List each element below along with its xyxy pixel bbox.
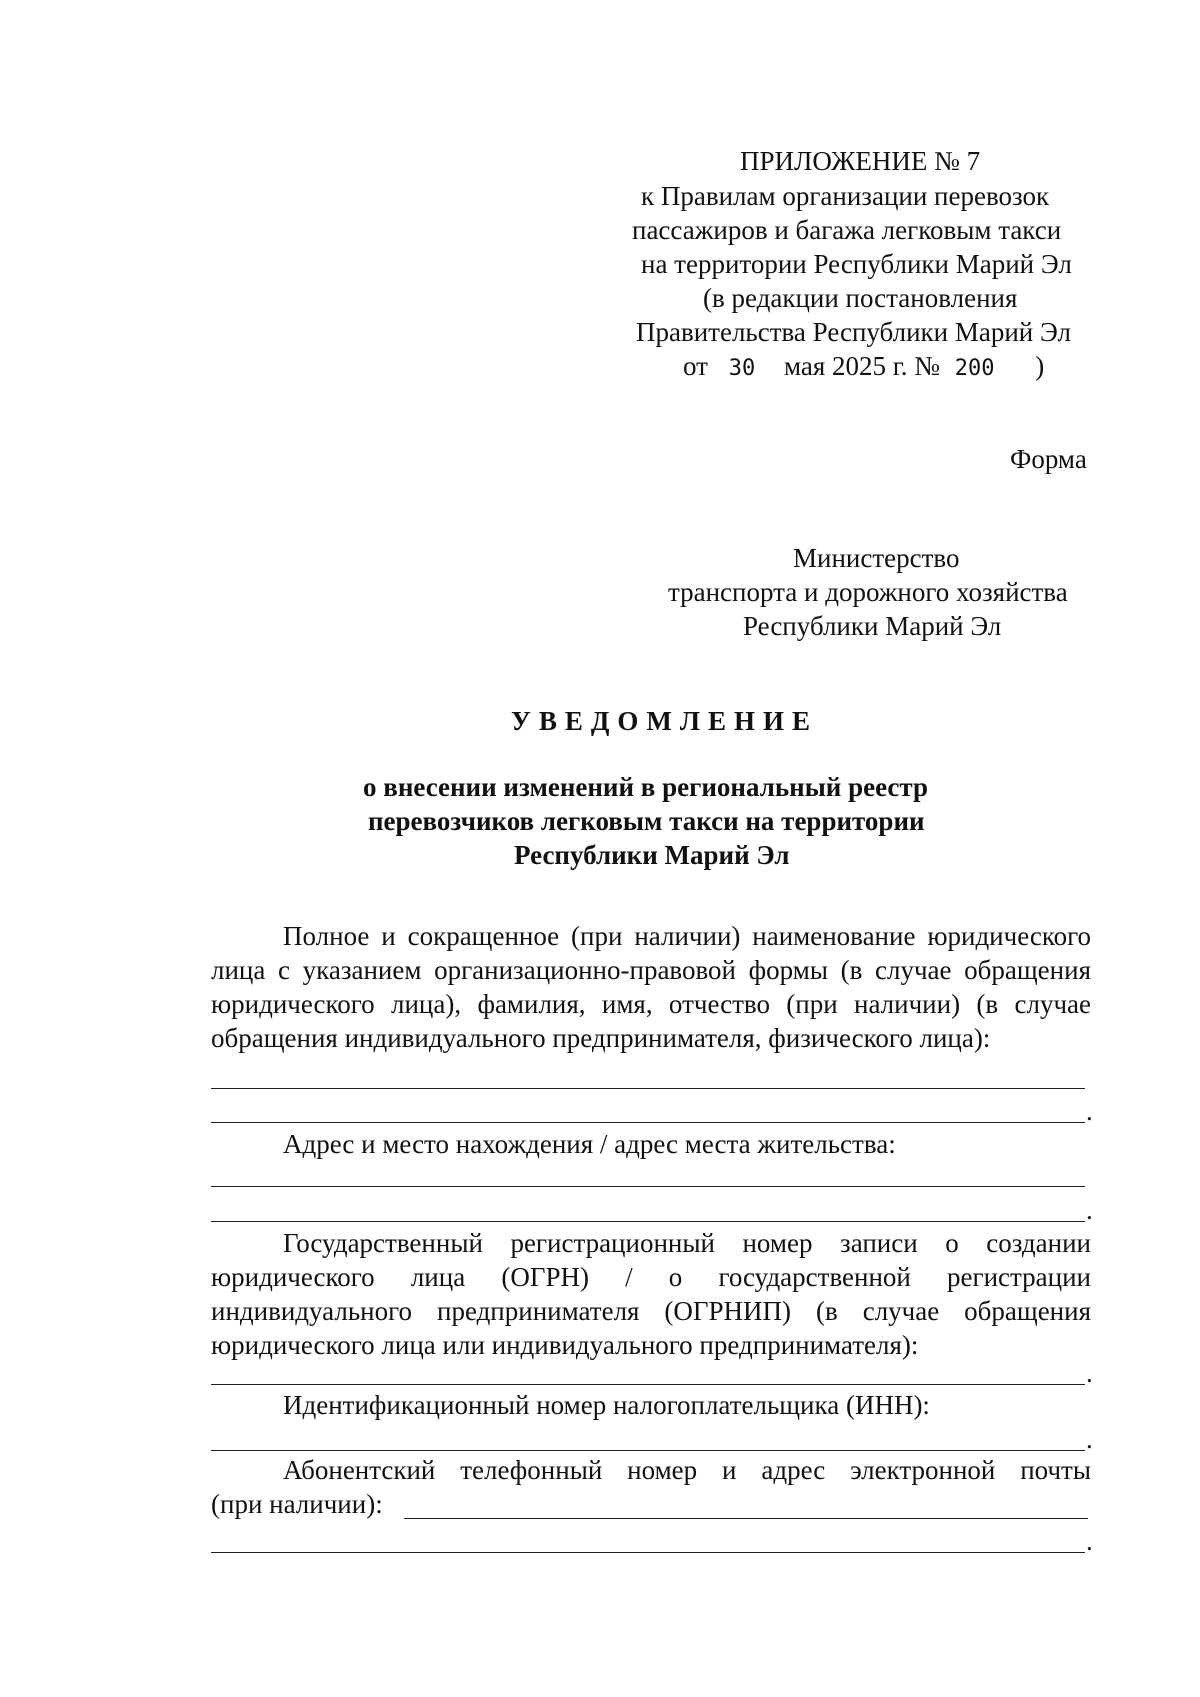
name-blank-line-2 <box>211 1122 1085 1123</box>
appendix-date-line <box>683 353 1044 380</box>
ogrn-blank-line <box>211 1384 1085 1385</box>
appendix-title: ПРИЛОЖЕНИЕ № 7 <box>740 146 981 176</box>
appendix-line-3: на территории Республики Марий Эл <box>641 249 1072 279</box>
appendix-line-1: к Правилам организации перевозок <box>641 181 1050 211</box>
name-blank-line-1 <box>211 1088 1085 1089</box>
name-line-end: . <box>1086 1096 1093 1126</box>
date-number: 200 <box>954 356 995 381</box>
address-line-end: . <box>1086 1195 1093 1225</box>
date-day: 30 <box>728 356 756 381</box>
subtitle-line-3: Республики Марий Эл <box>514 840 790 870</box>
date-prefix: от <box>683 351 708 381</box>
subtitle-line-1: о внесении изменений в региональный реестр <box>363 772 928 802</box>
date-suffix: ) <box>1035 351 1045 381</box>
addressee-line-3: Республики Марий Эл <box>743 611 1002 641</box>
phone-line-1: Абонентский телефонный номер и адрес электронной почты <box>283 1455 1091 1485</box>
inn-blank-line <box>211 1450 1085 1451</box>
ogrn-line-2: юридического лица (ОГРН) / о государственной регистрации <box>211 1262 1091 1292</box>
name-line-4: обращения индивидуального предпринимателя, физического лица): <box>211 1023 991 1053</box>
inn-label: Идентификационный номер налогоплательщика (ИНН): <box>283 1390 930 1420</box>
name-line-1: Полное и сокращенное (при наличии) наименование юридического <box>283 921 1091 951</box>
ogrn-line-3: индивидуального предпринимателя (ОГРНИП) (в случае обращения <box>211 1296 1091 1326</box>
appendix-line-2: пассажиров и багажа легковым такси <box>632 215 1062 245</box>
ogrn-line-1: Государственный регистрационный номер записи о создании <box>283 1228 1091 1258</box>
appendix-line-4: (в редакции постановления <box>703 283 1018 313</box>
appendix-line-5: Правительства Республики Марий Эл <box>636 317 1071 347</box>
name-line-3: юридического лица), фамилия, имя, отчество (при наличии) (в случае <box>211 989 1091 1019</box>
ogrn-line-end: . <box>1086 1358 1093 1388</box>
inn-line-end: . <box>1086 1424 1093 1454</box>
subtitle-line-2: перевозчиков легковым такси на территории <box>368 806 925 836</box>
address-blank-line-1 <box>211 1186 1085 1187</box>
form-label: Форма <box>1010 444 1087 474</box>
phone-blank-line-1 <box>404 1518 1088 1519</box>
name-line-2: лица с указанием организационно-правовой формы (в случае обращения <box>211 955 1091 985</box>
phone-line-end: . <box>1086 1526 1093 1556</box>
address-label: Адрес и место нахождения / адрес места жительства: <box>283 1129 896 1159</box>
phone-line-2: (при наличии): <box>211 1489 383 1519</box>
addressee-line-1: Министерство <box>793 543 960 573</box>
phone-blank-line-2 <box>211 1552 1085 1553</box>
date-mid: мая 2025 г. № <box>783 351 941 381</box>
addressee-line-2: транспорта и дорожного хозяйства <box>668 577 1068 607</box>
document-title: УВЕДОМЛЕНИЕ <box>511 706 819 736</box>
address-blank-line-2 <box>211 1221 1085 1222</box>
ogrn-line-4: юридического лица или индивидуального предпринимателя): <box>211 1330 919 1360</box>
